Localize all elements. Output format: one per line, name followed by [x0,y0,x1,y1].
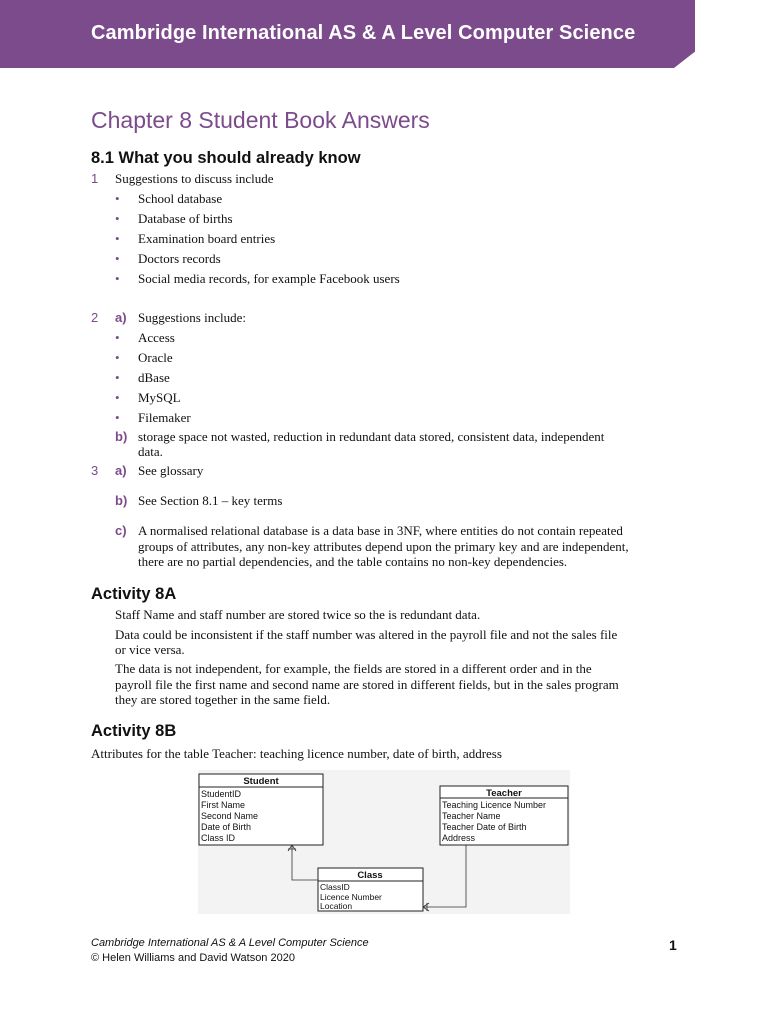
bullet-icon: • [115,251,120,266]
q1-bullet: Doctors records [138,251,221,266]
q2-bullet: MySQL [138,390,181,405]
student-entity [199,774,323,845]
q1-bullet: Database of births [138,211,233,226]
section-heading-8-1: 8.1 What you should already know [91,149,361,167]
entity-field: Date of Birth [201,822,252,832]
teacher-entity-title: Teacher [486,788,522,799]
entity-field: StudentID [201,789,242,799]
question-number-3: 3 [91,463,99,478]
chapter-title: Chapter 8 Student Book Answers [91,107,430,133]
activity-8b-heading: Activity 8B [91,722,177,740]
q3-c-line: groups of attributes, any non-key attributes depend upon the primary key and are independent, [138,539,629,554]
entity-field: First Name [201,800,246,810]
entity-field: Second Name [201,811,259,821]
activity-8a-paragraph: Data could be inconsistent if the staff number was altered in the payroll file and not the sales file [115,627,618,642]
q3-c-label: c) [115,523,127,538]
activity-8a-paragraph: Staff Name and staff number are stored twice so the is redundant data. [115,607,481,622]
q3-c-line: A normalised relational database is a data base in 3NF, where entities do not contain repeated [138,523,623,538]
q3-b-text: See Section 8.1 – key terms [138,493,283,508]
q3-c-line: there are no partial dependencies, and the table contains no non-key dependencies. [138,554,568,569]
bullet-icon: • [115,370,120,385]
q3-a-label: a) [115,463,127,478]
activity-8b-text: Attributes for the table Teacher: teaching licence number, date of birth, address [91,746,502,761]
header-title: Cambridge International AS & A Level Computer Science [91,22,636,44]
activity-8a-paragraph: The data is not independent, for example, the fields are stored in a different order and in the [115,661,592,676]
entity-field: Teacher Name [442,811,501,821]
q2-bullet: Filemaker [138,410,191,425]
bullet-icon: • [115,271,120,286]
q1-bullet: Social media records, for example Facebook users [138,271,400,286]
entity-field: Teacher Date of Birth [442,822,527,832]
q2-a-text: Suggestions include: [138,310,246,325]
bullet-icon: • [115,211,120,226]
entity-field: Location [320,901,353,911]
class-entity [318,868,423,911]
entity-relationship-diagram [198,770,570,914]
teacher-entity [440,786,568,845]
q3-b-label: b) [115,493,128,508]
activity-8a-paragraph: or vice versa. [115,642,185,657]
bullet-icon: • [115,390,120,405]
q1-text: Suggestions to discuss include [115,171,274,186]
entity-field: ClassID [320,882,350,892]
question-number-2: 2 [91,310,99,325]
bullet-icon: • [115,350,120,365]
footer-copyright: © Helen Williams and David Watson 2020 [91,952,295,964]
q2-b-line: data. [138,444,163,459]
activity-8a-heading: Activity 8A [91,585,177,603]
q2-bullet: dBase [138,370,170,385]
footer-title: Cambridge International AS & A Level Computer Science [91,937,369,949]
q2-b-line: storage space not wasted, reduction in redundant data stored, consistent data, independent [138,429,605,444]
entity-field: Address [442,833,476,843]
q2-bullet: Access [138,330,175,345]
q2-a-label: a) [115,310,127,325]
q1-bullet: School database [138,191,223,206]
q2-bullet: Oracle [138,350,173,365]
q3-a-text: See glossary [138,463,204,478]
activity-8a-paragraph: they are stored together in the same field. [115,692,331,707]
question-number-1: 1 [91,171,99,186]
bullet-icon: • [115,410,120,425]
q2-b-label: b) [115,429,128,444]
bullet-icon: • [115,330,120,345]
bullet-icon: • [115,191,120,206]
entity-field: Licence Number [320,892,382,902]
q1-bullet: Examination board entries [138,231,276,246]
activity-8a-paragraph: payroll file the first name and second name are stored in different fields, but in the sales program [115,677,619,692]
student-entity-title: Student [243,776,279,787]
page-number: 1 [669,937,677,953]
entity-field: Teaching Licence Number [442,800,547,810]
class-entity-title: Class [357,870,383,881]
entity-field: Class ID [201,833,236,843]
bullet-icon: • [115,231,120,246]
